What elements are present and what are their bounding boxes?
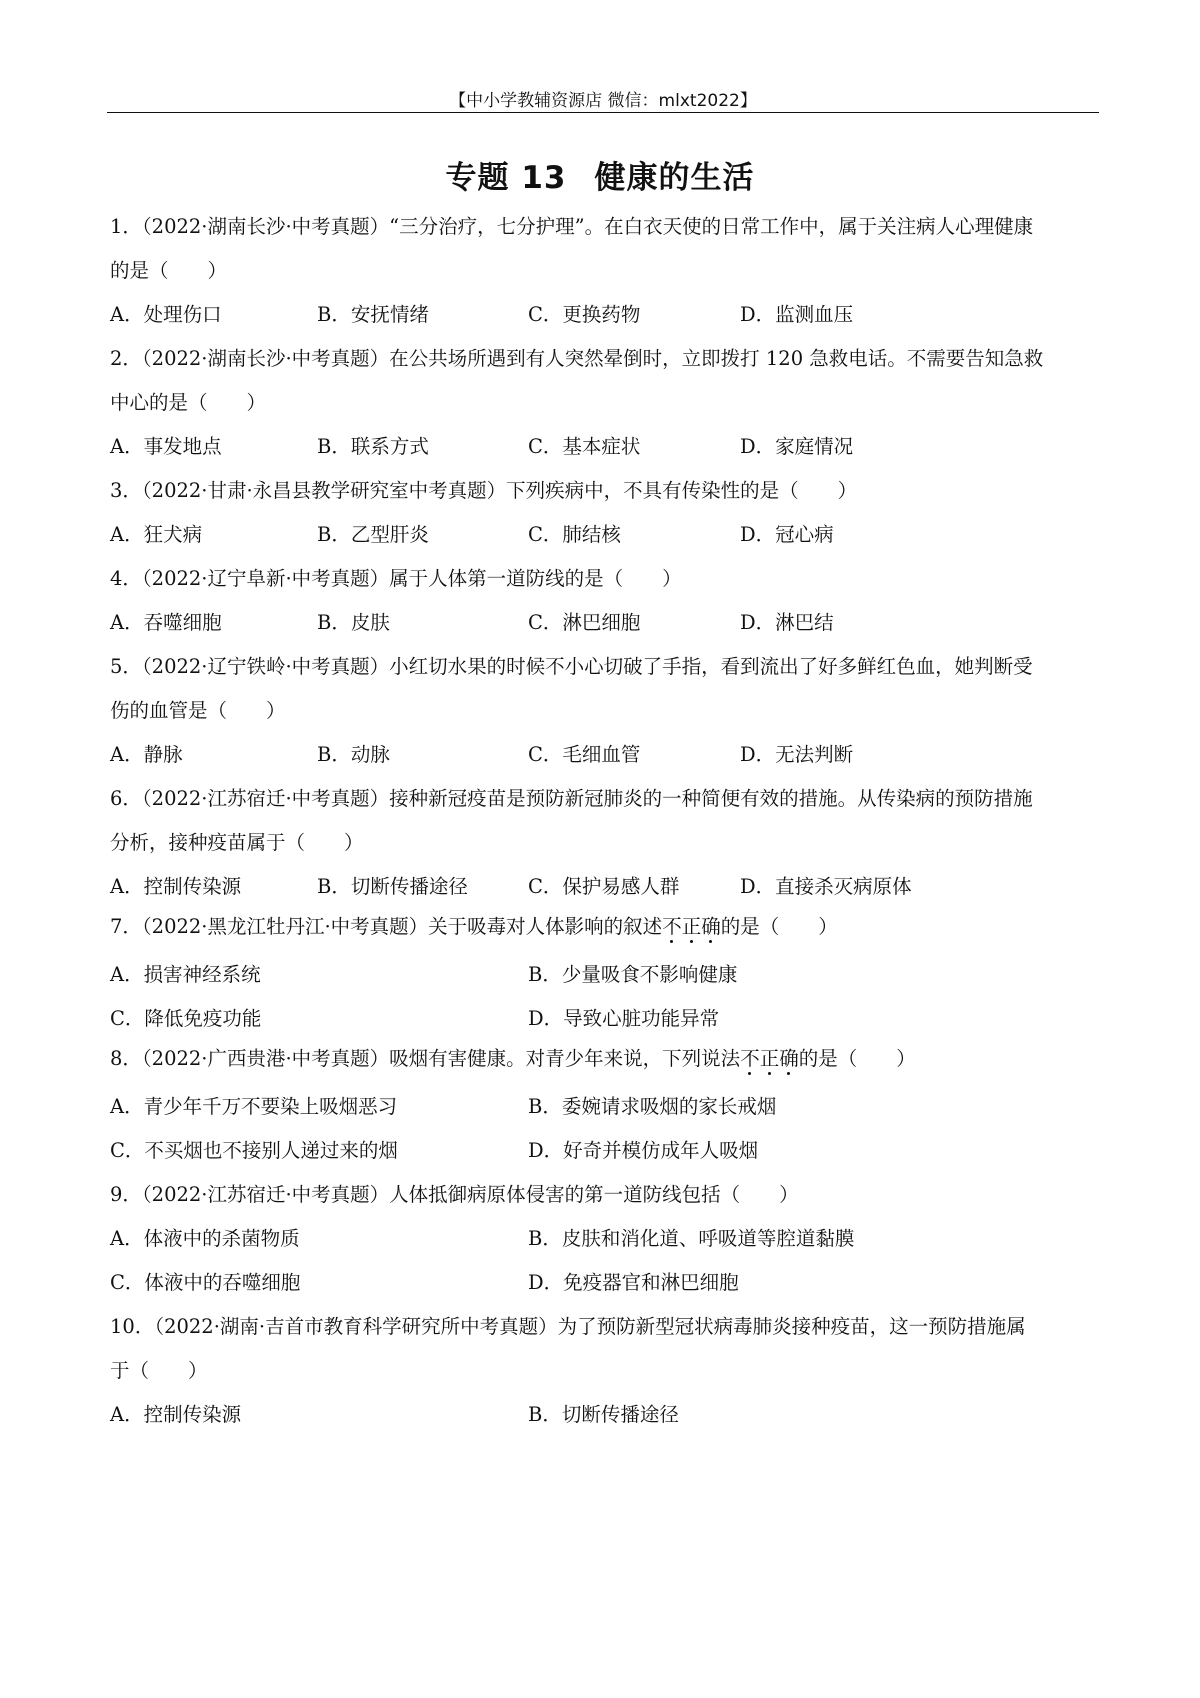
question-4-options [110, 606, 1100, 640]
question-8-option-c: C．不买烟也不接别人递过来的烟 [110, 1139, 398, 1162]
page-title [0, 152, 1200, 197]
question-10-option-b: B．切断传播途径 [528, 1403, 679, 1426]
question-6-options [110, 870, 1100, 904]
question-7-options-row-2 [110, 1002, 1100, 1036]
page-header: 【中小学教辅资源店 微信：mlxt2022】 [449, 91, 757, 111]
question-5-option-c: C．毛细血管 [528, 743, 641, 766]
question-5-option-d: D．无法判断 [740, 743, 854, 766]
question-9-option-b: B．皮肤和消化道、呼吸道等腔道黏膜 [528, 1227, 855, 1250]
question-5-line-1: 5．（2022·辽宁铁岭·中考真题）小红切水果的时候不小心切破了手指，看到流出了好多鲜红色血，她判断受 [110, 655, 1033, 678]
question-6-option-c: C．保护易感人群 [528, 875, 680, 898]
question-8-option-b: B．委婉请求吸烟的家长戒烟 [528, 1095, 777, 1118]
question-2-line-2: 中心的是（ ） [110, 391, 267, 414]
question-2-option-b: B．联系方式 [317, 435, 429, 458]
question-10-option-a: A．控制传染源 [110, 1403, 242, 1426]
question-7-stem: 7．（2022·黑龙江牡丹江·中考真题）关于吸毒对人体影响的叙述 [110, 915, 663, 938]
emphasis-char: 正 [759, 1047, 780, 1070]
question-5-line-2: 伤的血管是（ ） [110, 699, 286, 722]
question-9-option-c: C．体液中的吞噬细胞 [110, 1271, 301, 1294]
question-7-stem-end: 的是（ ） [720, 915, 838, 938]
question-8-options-row-1 [110, 1090, 1100, 1124]
question-4-option-c: C．淋巴细胞 [528, 611, 641, 634]
question-7-option-b: B．少量吸食不影响健康 [528, 963, 738, 986]
question-10-options [110, 1398, 1100, 1432]
question-3-options [110, 518, 1100, 552]
question-5-option-b: B．动脉 [317, 743, 390, 766]
question-4-option-b: B．皮肤 [317, 611, 390, 634]
question-3-line-1: 3．（2022·甘肃·永昌县教学研究室中考真题）下列疾病中，不具有传染性的是（ ） [110, 479, 858, 502]
question-1-line-1: 1．（2022·湖南长沙·中考真题）“三分治疗，七分护理”。在白衣天使的日常工作中，属于关注病人心理健康 [110, 215, 1034, 238]
question-10-line-1: 10．（2022·湖南·吉首市教育科学研究所中考真题）为了预防新型冠状病毒肺炎接种疫苗，这一预防措施属 [110, 1315, 1026, 1338]
question-8-option-a: A．青少年千万不要染上吸烟恶习 [110, 1095, 398, 1118]
question-9-line-1: 9．（2022·江苏宿迁·中考真题）人体抵御病原体侵害的第一道防线包括（ ） [110, 1183, 799, 1206]
question-2-option-a: A．事发地点 [110, 435, 222, 458]
question-1-options [110, 298, 1100, 332]
question-3-option-b: B．乙型肝炎 [317, 523, 429, 546]
emphasis-char: 确 [701, 915, 721, 938]
question-4-option-a: A．吞噬细胞 [110, 611, 222, 634]
header-divider [107, 112, 1099, 113]
question-9-options-row-2 [110, 1266, 1100, 1300]
question-8-line-1 [110, 1042, 1100, 1076]
question-7-options-row-1 [110, 958, 1100, 992]
title-topic-name: 健康的生活 [594, 160, 755, 196]
question-2-option-c: C．基本症状 [528, 435, 641, 458]
question-7-option-a: A．损害神经系统 [110, 963, 261, 986]
title-topic-number: 专题 13 [445, 160, 567, 196]
question-8-option-d: D．好奇并模仿成年人吸烟 [528, 1139, 759, 1162]
question-4-line-1: 4．（2022·辽宁阜新·中考真题）属于人体第一道防线的是（ ） [110, 567, 682, 590]
question-3-option-c: C．肺结核 [528, 523, 621, 546]
question-1-option-b: B．安抚情绪 [317, 303, 429, 326]
question-9-options-row-1 [110, 1222, 1100, 1256]
question-5-options [110, 738, 1100, 772]
question-6-option-d: D．直接杀灭病原体 [740, 875, 912, 898]
emphasis-char: 确 [779, 1047, 799, 1070]
question-3-option-d: D．冠心病 [740, 523, 834, 546]
question-10-line-2: 于（ ） [110, 1359, 208, 1382]
question-7-line-1 [110, 910, 1100, 944]
question-6-line-2: 分析，接种疫苗属于（ ） [110, 831, 364, 854]
question-3-option-a: A．狂犬病 [110, 523, 203, 546]
question-6-option-b: B．切断传播途径 [317, 875, 468, 898]
question-2-option-d: D．家庭情况 [740, 435, 854, 458]
question-1-line-2: 的是（ ） [110, 259, 228, 282]
emphasis-char: 不 [662, 915, 682, 938]
question-6-option-a: A．控制传染源 [110, 875, 242, 898]
question-4-option-d: D．淋巴结 [740, 611, 834, 634]
emphasis-char: 不 [740, 1047, 760, 1070]
question-9-option-d: D．免疫器官和淋巴细胞 [528, 1271, 739, 1294]
question-1-option-c: C．更换药物 [528, 303, 641, 326]
emphasis-char: 正 [681, 915, 702, 938]
question-8-stem: 8．（2022·广西贵港·中考真题）吸烟有害健康。对青少年来说，下列说法 [110, 1047, 741, 1070]
question-1-option-a: A．处理伤口 [110, 303, 222, 326]
question-5-option-a: A．静脉 [110, 743, 183, 766]
question-9-option-a: A．体液中的杀菌物质 [110, 1227, 300, 1250]
question-2-line-1: 2．（2022·湖南长沙·中考真题）在公共场所遇到有人突然晕倒时，立即拨打 120 急救电话。不需要告知急救 [110, 347, 1044, 370]
question-8-options-row-2 [110, 1134, 1100, 1168]
question-1-option-d: D．监测血压 [740, 303, 854, 326]
question-2-options [110, 430, 1100, 464]
question-8-stem-end: 的是（ ） [798, 1047, 916, 1070]
question-6-line-1: 6．（2022·江苏宿迁·中考真题）接种新冠疫苗是预防新冠肺炎的一种简便有效的措施。从传染病的预防措施 [110, 787, 1033, 810]
question-7-option-c: C．降低免疫功能 [110, 1007, 262, 1030]
question-7-option-d: D．导致心脏功能异常 [528, 1007, 720, 1030]
